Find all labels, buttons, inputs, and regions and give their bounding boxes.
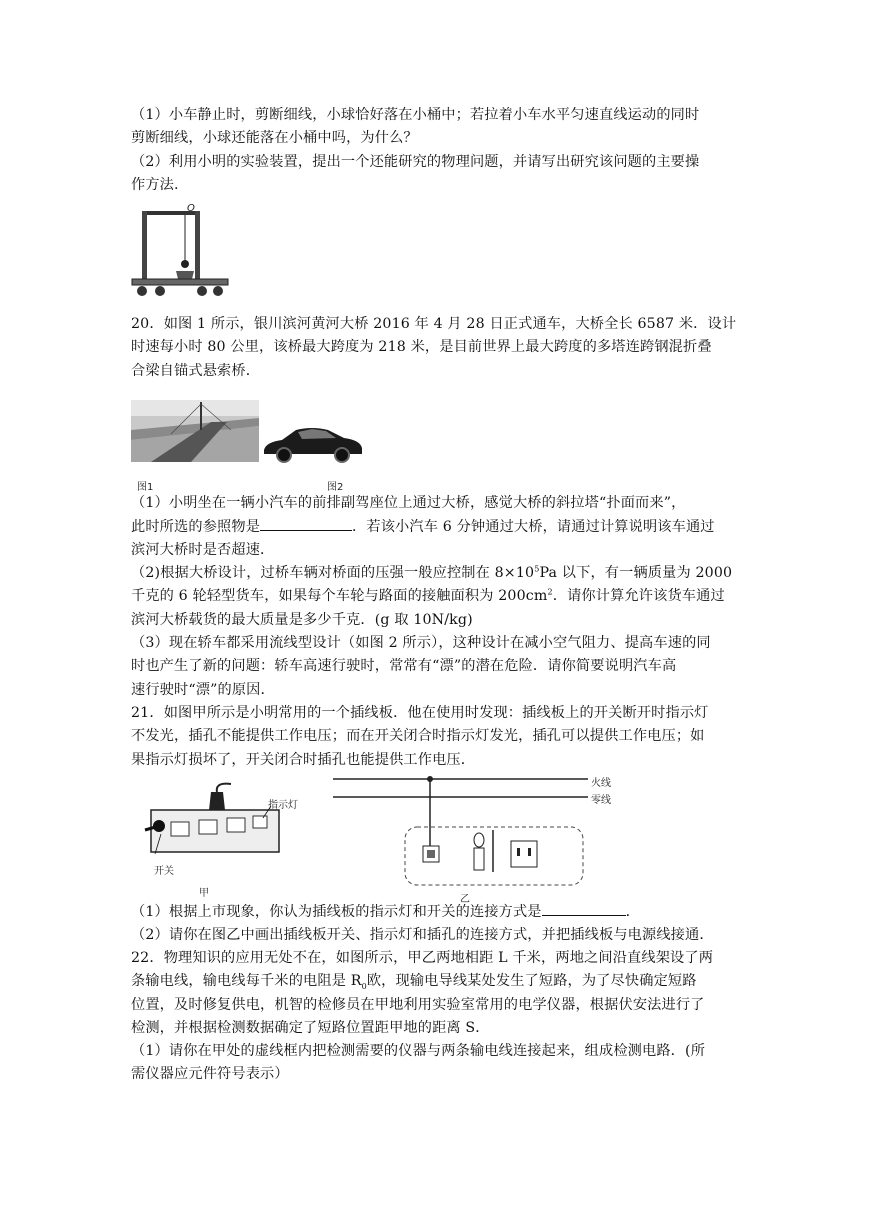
text-line: 果指示灯损坏了，开关闭合时插孔也能提供工作电压． bbox=[131, 751, 476, 768]
indicator-light-label: 指示灯 bbox=[268, 800, 298, 811]
text-line: 作方法. bbox=[131, 177, 179, 194]
text-line: （2）利用小明的实验装置，提出一个还能研究的物理问题，并请写出研究该问题的主要操 bbox=[131, 154, 700, 170]
text-line: （2）请你在图乙中画出插线板开关、指示灯和插孔的连接方式，并把插线板与电源线接通． bbox=[131, 927, 714, 943]
q22-intro bbox=[131, 947, 741, 1041]
text-segment: （2)根据大桥设计，过桥车辆对桥面的压强一般应控制在 8×10 bbox=[131, 565, 535, 581]
text-line: 时也产生了新的问题：轿车高速行驶时，常常有“漂”的潜在危险．请你简要说明汽车高 bbox=[131, 658, 677, 675]
exponent: 2 bbox=[547, 587, 553, 597]
live-wire-label: 火线 bbox=[591, 778, 611, 789]
exponent: 5 bbox=[534, 564, 540, 574]
text-line: 剪断细线，小球还能落在小桶中吗，为什么？ bbox=[131, 130, 418, 147]
q20-intro bbox=[131, 313, 741, 383]
q20-part1 bbox=[131, 492, 741, 562]
text-segment: 千克的 6 轮轻型货车，如果每个车轮与路面的接触面积为 200cm bbox=[131, 588, 548, 605]
circuit-wiring-diagram bbox=[333, 768, 623, 898]
text-line: （1）小车静止时，剪断细线，小球恰好落在小桶中；若拉着小车水平匀速直线运动的同时 bbox=[131, 107, 700, 123]
text-line: 时速每小时 80 公里，该桥最大跨度为 218 米，是目前世界上最大跨度的多塔连跨钢混折叠 bbox=[131, 339, 712, 356]
text-segment: ．请你计算允许该货车通过 bbox=[552, 588, 725, 605]
text-line: 需仪器应元件符号表示） bbox=[131, 1066, 289, 1083]
q19-part1 bbox=[131, 104, 741, 151]
text-segment: 条输电线，输电线每千米的电阻是 R bbox=[131, 973, 362, 990]
text-line: 不发光，插孔不能提供工作电压；而在开关闭合时指示灯发光，插孔可以提供工作电压；如 bbox=[131, 728, 705, 745]
fig1-caption: 图1 bbox=[137, 482, 154, 493]
q22-part1 bbox=[131, 1040, 741, 1087]
q20-part3 bbox=[131, 632, 741, 702]
text-segment: ． bbox=[625, 904, 640, 920]
text-line: 检测，并根据检测数据确定了短路位置距甲地的距离 S． bbox=[131, 1020, 490, 1037]
neutral-wire-label: 零线 bbox=[591, 795, 611, 806]
text-line: 滨河大桥时是否超速． bbox=[131, 541, 275, 558]
text-line: （3）现在轿车都采用流线型设计（如图 2 所示），这种设计在减小空气阻力、提高车速的同 bbox=[131, 635, 711, 651]
text-line: 20．如图 1 所示，银川滨河黄河大桥 2016 年 4 月 28 日正式通车，大桥全长 6587 米．设计 bbox=[131, 316, 737, 332]
text-line bbox=[131, 515, 741, 538]
text-line: 22．物理知识的应用无处不在，如图所示，甲乙两地相距 L 千米，两地之间沿直线架设了两 bbox=[131, 950, 714, 966]
q19-part2 bbox=[131, 151, 741, 198]
text-line bbox=[131, 562, 741, 585]
answer-blank-connection[interactable] bbox=[542, 900, 626, 916]
text-line bbox=[131, 585, 741, 608]
cart-ball-apparatus-figure bbox=[130, 203, 235, 298]
text-segment: ．若该小汽车 6 分钟通过大桥，请通过计算说明该车通过 bbox=[352, 519, 715, 536]
text-segment: （1）根据上市现象，你认为插线板的指示灯和开关的连接方式是 bbox=[131, 904, 542, 920]
text-line: 滨河大桥载货的最大质量是多少千克．(g 取 10N/kg) bbox=[131, 611, 473, 628]
answer-blank-reference[interactable] bbox=[260, 515, 352, 531]
q21-part2 bbox=[131, 924, 741, 947]
text-line: 合梁自锚式悬索桥． bbox=[131, 362, 261, 379]
text-segment: Pa 以下，有一辆质量为 2000 bbox=[539, 565, 733, 581]
text-line: （1）小明坐在一辆小汽车的前排副驾座位上通过大桥，感觉大桥的斜拉塔“扑面而来”， bbox=[131, 495, 686, 511]
text-segment: 欧，现输电导线某处发生了短路，为了尽快确定短路 bbox=[366, 973, 697, 990]
text-line bbox=[131, 970, 741, 993]
point-o-label: O bbox=[187, 203, 195, 214]
text-segment: 此时所选的参照物是 bbox=[131, 519, 261, 536]
text-line: 21．如图甲所示是小明常用的一个插线板．他在使用时发现：插线板上的开关断开时指示灯 bbox=[131, 705, 709, 721]
figure-jia-label: 甲 bbox=[199, 888, 209, 899]
text-line: 速行驶时“漂”的原因． bbox=[131, 681, 275, 698]
text-line: 位置，及时修复供电，机智的检修员在甲地利用实验室常用的电学仪器，根据伏安法进行了 bbox=[131, 996, 705, 1013]
figure-yi-label: 乙 bbox=[460, 894, 470, 905]
text-line bbox=[131, 900, 741, 923]
text-line: （1）请你在甲处的虚线框内把检测需要的仪器与两条输电线连接起来，组成检测电路．(所 bbox=[131, 1043, 706, 1059]
q20-part2 bbox=[131, 562, 741, 632]
streamlined-car-figure bbox=[262, 420, 364, 464]
fig2-caption: 图2 bbox=[327, 482, 344, 493]
bridge-photo bbox=[131, 400, 259, 462]
subscript: 0 bbox=[361, 982, 367, 992]
q21-intro bbox=[131, 702, 741, 772]
q21-part1 bbox=[131, 900, 741, 923]
switch-label: 开关 bbox=[154, 866, 174, 877]
